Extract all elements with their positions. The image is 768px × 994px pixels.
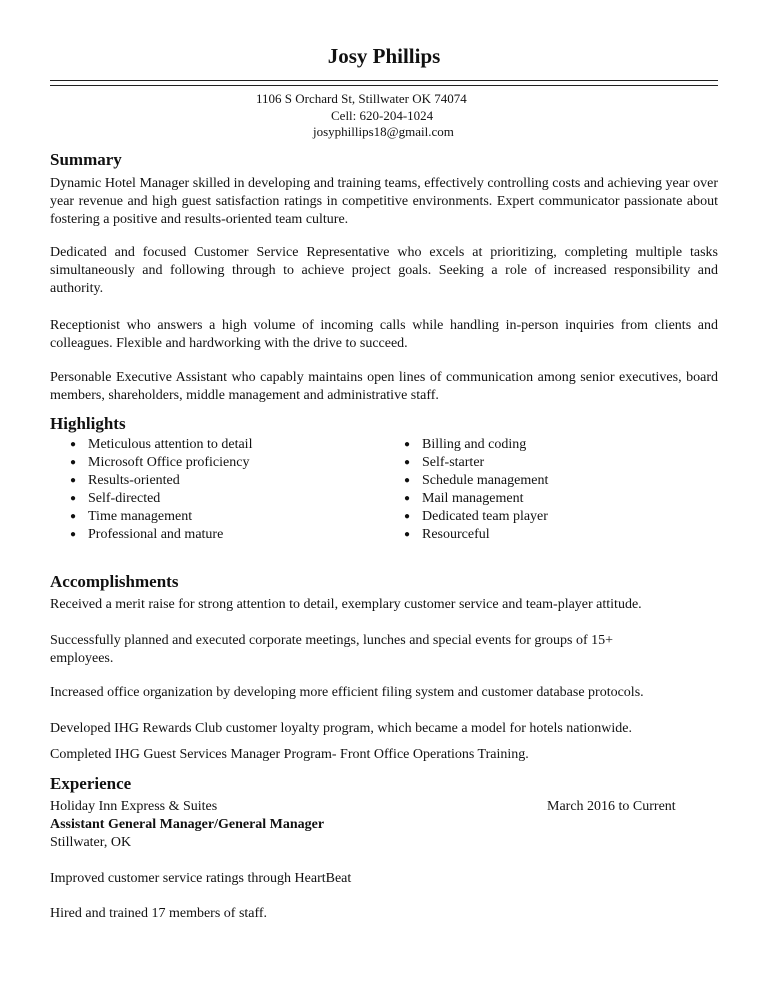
list-item: ● Results-oriented: [70, 472, 252, 490]
job-location: Stillwater, OK: [50, 835, 132, 850]
list-item: ● Self-starter: [404, 454, 548, 472]
candidate-name: Josy Phillips: [327, 44, 441, 68]
experience-bullet: Improved customer service ratings through HeartBeat: [50, 871, 352, 886]
header-rule-bottom: [50, 85, 718, 86]
list-item: ● Time management: [70, 508, 252, 526]
summary-heading: Summary: [50, 150, 122, 169]
contact-address: 1106 S Orchard St, Stillwater OK 74074: [256, 91, 467, 106]
list-item: ● Billing and coding: [404, 436, 548, 454]
accomplishment-item: Successfully planned and executed corporate meetings, lunches and special events for groups of 15+ employees.: [50, 633, 614, 666]
accomplishment-item: Developed IHG Rewards Club customer loyalty program, which became a model for hotels nationwide.: [50, 721, 633, 736]
list-item: ● Dedicated team player: [404, 508, 548, 526]
summary-paragraph-4: Personable Executive Assistant who capably maintains open lines of communication among senior executives, board members, shareholders, middle management and administrative staff.: [50, 370, 718, 403]
list-item: ● Schedule management: [404, 472, 548, 490]
contact-cell: Cell: 620-204-1024: [331, 108, 434, 123]
list-item: ● Microsoft Office proficiency: [70, 454, 252, 472]
highlights-list-left: [70, 436, 252, 544]
accomplishment-item: Completed IHG Guest Services Manager Program- Front Office Operations Training.: [50, 747, 529, 762]
list-item: ● Mail management: [404, 490, 548, 508]
summary-paragraph-1: Dynamic Hotel Manager skilled in developing and training teams, effectively controlling costs and achieving year over year revenue and high guest satisfaction ratings in competitive environments. Expert communicator passionate about fostering a positive and results-oriented team culture.: [50, 176, 718, 227]
highlights-list-right: [404, 436, 548, 544]
contact-email: josyphillips18@gmail.com: [313, 124, 454, 139]
list-item: ● Professional and mature: [70, 526, 252, 544]
accomplishment-item: Increased office organization by developing more efficient filing system and customer database protocols.: [50, 685, 644, 700]
experience-bullet: Hired and trained 17 members of staff.: [50, 906, 268, 921]
list-item: ● Self-directed: [70, 490, 252, 508]
list-item: ● Resourceful: [404, 526, 548, 544]
employer-name: Holiday Inn Express & Suites: [50, 799, 218, 814]
experience-heading: Experience: [50, 774, 132, 793]
accomplishments-heading: Accomplishments: [50, 572, 179, 591]
summary-paragraph-3: Receptionist who answers a high volume of incoming calls while handling in-person inquiries from clients and colleagues. Flexible and hardworking with the drive to succeed.: [50, 318, 718, 351]
list-item: ● Meticulous attention to detail: [70, 436, 252, 454]
summary-paragraph-2: Dedicated and focused Customer Service Representative who excels at prioritizing, completing multiple tasks simultaneously and following through to achieve project goals. Seeking a role of increased responsibility and authority.: [50, 245, 718, 296]
header-rule-top: [50, 80, 718, 81]
employment-dates: March 2016 to Current: [547, 799, 676, 814]
job-title: Assistant General Manager/General Manager: [50, 817, 325, 832]
highlights-heading: Highlights: [50, 414, 126, 433]
accomplishment-item: Received a merit raise for strong attention to detail, exemplary customer service and team-player attitude.: [50, 597, 642, 612]
